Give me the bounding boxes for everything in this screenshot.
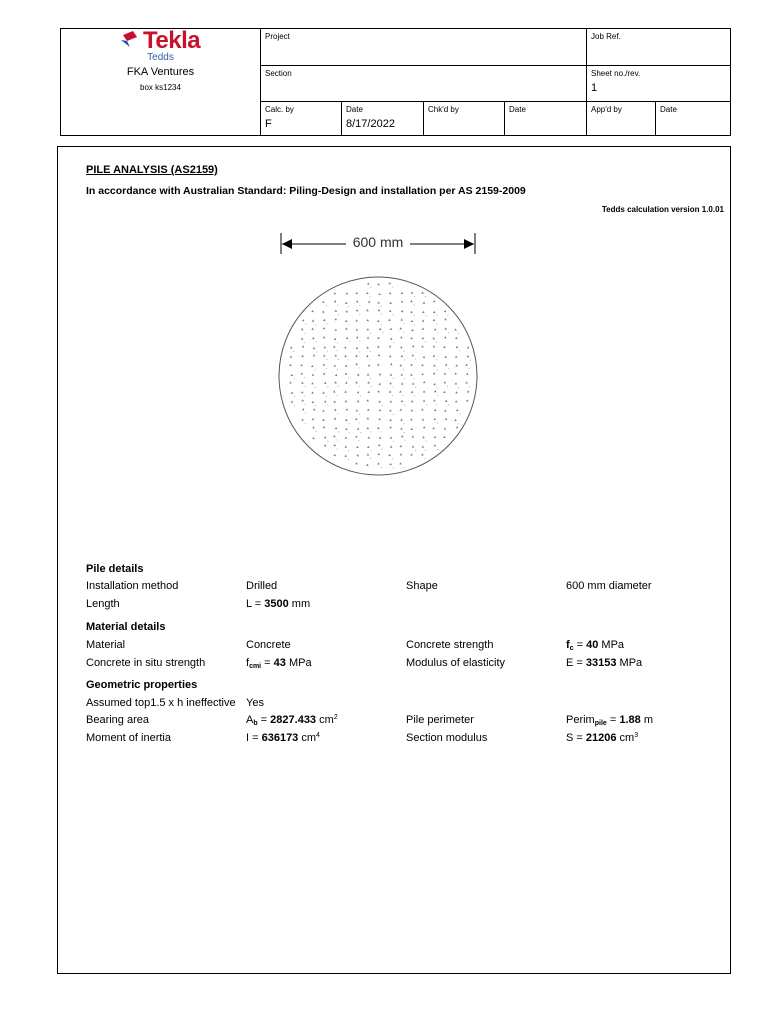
i-value: I = 636173 $cm^4$ (246, 732, 320, 744)
project-label: Project (265, 32, 290, 41)
header-block (60, 28, 731, 136)
perimeter-label: Pile perimeter (406, 714, 474, 726)
chkd-cell (424, 102, 504, 137)
length-label: Length (86, 598, 120, 610)
date2-cell (505, 102, 586, 137)
material-label: Material (86, 639, 126, 651)
row-insitu (86, 657, 726, 671)
e-value: E = 33153 MPa (566, 657, 643, 669)
row-bearing (86, 714, 726, 728)
row-material (86, 639, 726, 653)
row-length (86, 598, 726, 612)
geometric-heading: Geometric properties (86, 679, 198, 691)
fc-value: $f_c = 40$ MPa (566, 639, 625, 652)
version-note: Tedds calculation version 1.0.01 (601, 205, 724, 214)
section-cell (261, 66, 586, 101)
page-subtitle: In accordance with Australian Standard: Piling-Design and installation per AS 2159-2009 (86, 185, 526, 197)
row-assumed (86, 697, 726, 711)
appd-cell (587, 102, 655, 137)
diameter-dimension (280, 230, 476, 256)
section-label: Section (265, 69, 292, 78)
section-modulus-label: Section modulus (406, 732, 488, 744)
tekla-logo-icon (121, 31, 139, 47)
install-label: Installation method (86, 580, 179, 592)
calcby-value: F (265, 118, 272, 130)
project-cell (261, 29, 586, 65)
chkd-label: Chk'd by (428, 105, 459, 114)
dimension-label: 600 mm (352, 234, 404, 250)
calcby-cell (261, 102, 341, 137)
strength-label: Concrete strength (406, 639, 494, 651)
sheet-value: 1 (591, 82, 598, 94)
page-title: PILE ANALYSIS (AS2159) (86, 164, 218, 176)
appd-label: App'd by (591, 105, 622, 114)
ab-value: $A_b = 2827.433$ $cm^2$ (246, 714, 338, 727)
logo-area (61, 29, 260, 137)
length-value: L = 3500 mm (246, 598, 311, 610)
box-reference: box ks1234 (140, 83, 181, 92)
jobref-cell (587, 29, 732, 65)
material-details-heading: Material details (86, 621, 166, 633)
date-cell (342, 102, 423, 137)
insitu-label: Concrete in situ strength (86, 657, 206, 669)
date-value: 8/17/2022 (346, 118, 395, 130)
sheet-cell (587, 66, 732, 101)
row-installation (86, 580, 726, 594)
company-name: FKA Ventures (126, 66, 195, 78)
inertia-label: Moment of inertia (86, 732, 171, 744)
bearing-label: Bearing area (86, 714, 149, 726)
modulus-label: Modulus of elasticity (406, 657, 506, 669)
brand-sub: Tedds (147, 52, 174, 63)
calcby-label: Calc. by (265, 105, 294, 114)
fcmi-value: $f_{cmi} = 43$ MPa (246, 657, 312, 670)
shape-value: 600 mm diameter (566, 580, 652, 592)
material-value: Concrete (246, 639, 291, 651)
date3-cell (656, 102, 732, 137)
assumed-value: Yes (246, 697, 264, 709)
install-value: Drilled (246, 580, 278, 592)
assumed-label: Assumed top1.5 x h ineffective (86, 697, 236, 709)
s-value: S = 21206 $cm^3$ (566, 732, 639, 744)
date3-label: Date (660, 105, 677, 114)
date2-label: Date (509, 105, 526, 114)
perim-value: Perim$_{pile}$ = 1.88 m (566, 714, 653, 727)
calculation-frame (57, 146, 731, 974)
shape-label: Shape (406, 580, 438, 592)
sheet-label: Sheet no./rev. (591, 69, 641, 78)
pile-details-heading: Pile details (86, 563, 144, 575)
jobref-label: Job Ref. (591, 32, 621, 41)
brand-name: Tekla (143, 27, 201, 54)
pile-cross-section (278, 276, 478, 476)
date-label: Date (346, 105, 363, 114)
row-inertia (86, 732, 726, 746)
